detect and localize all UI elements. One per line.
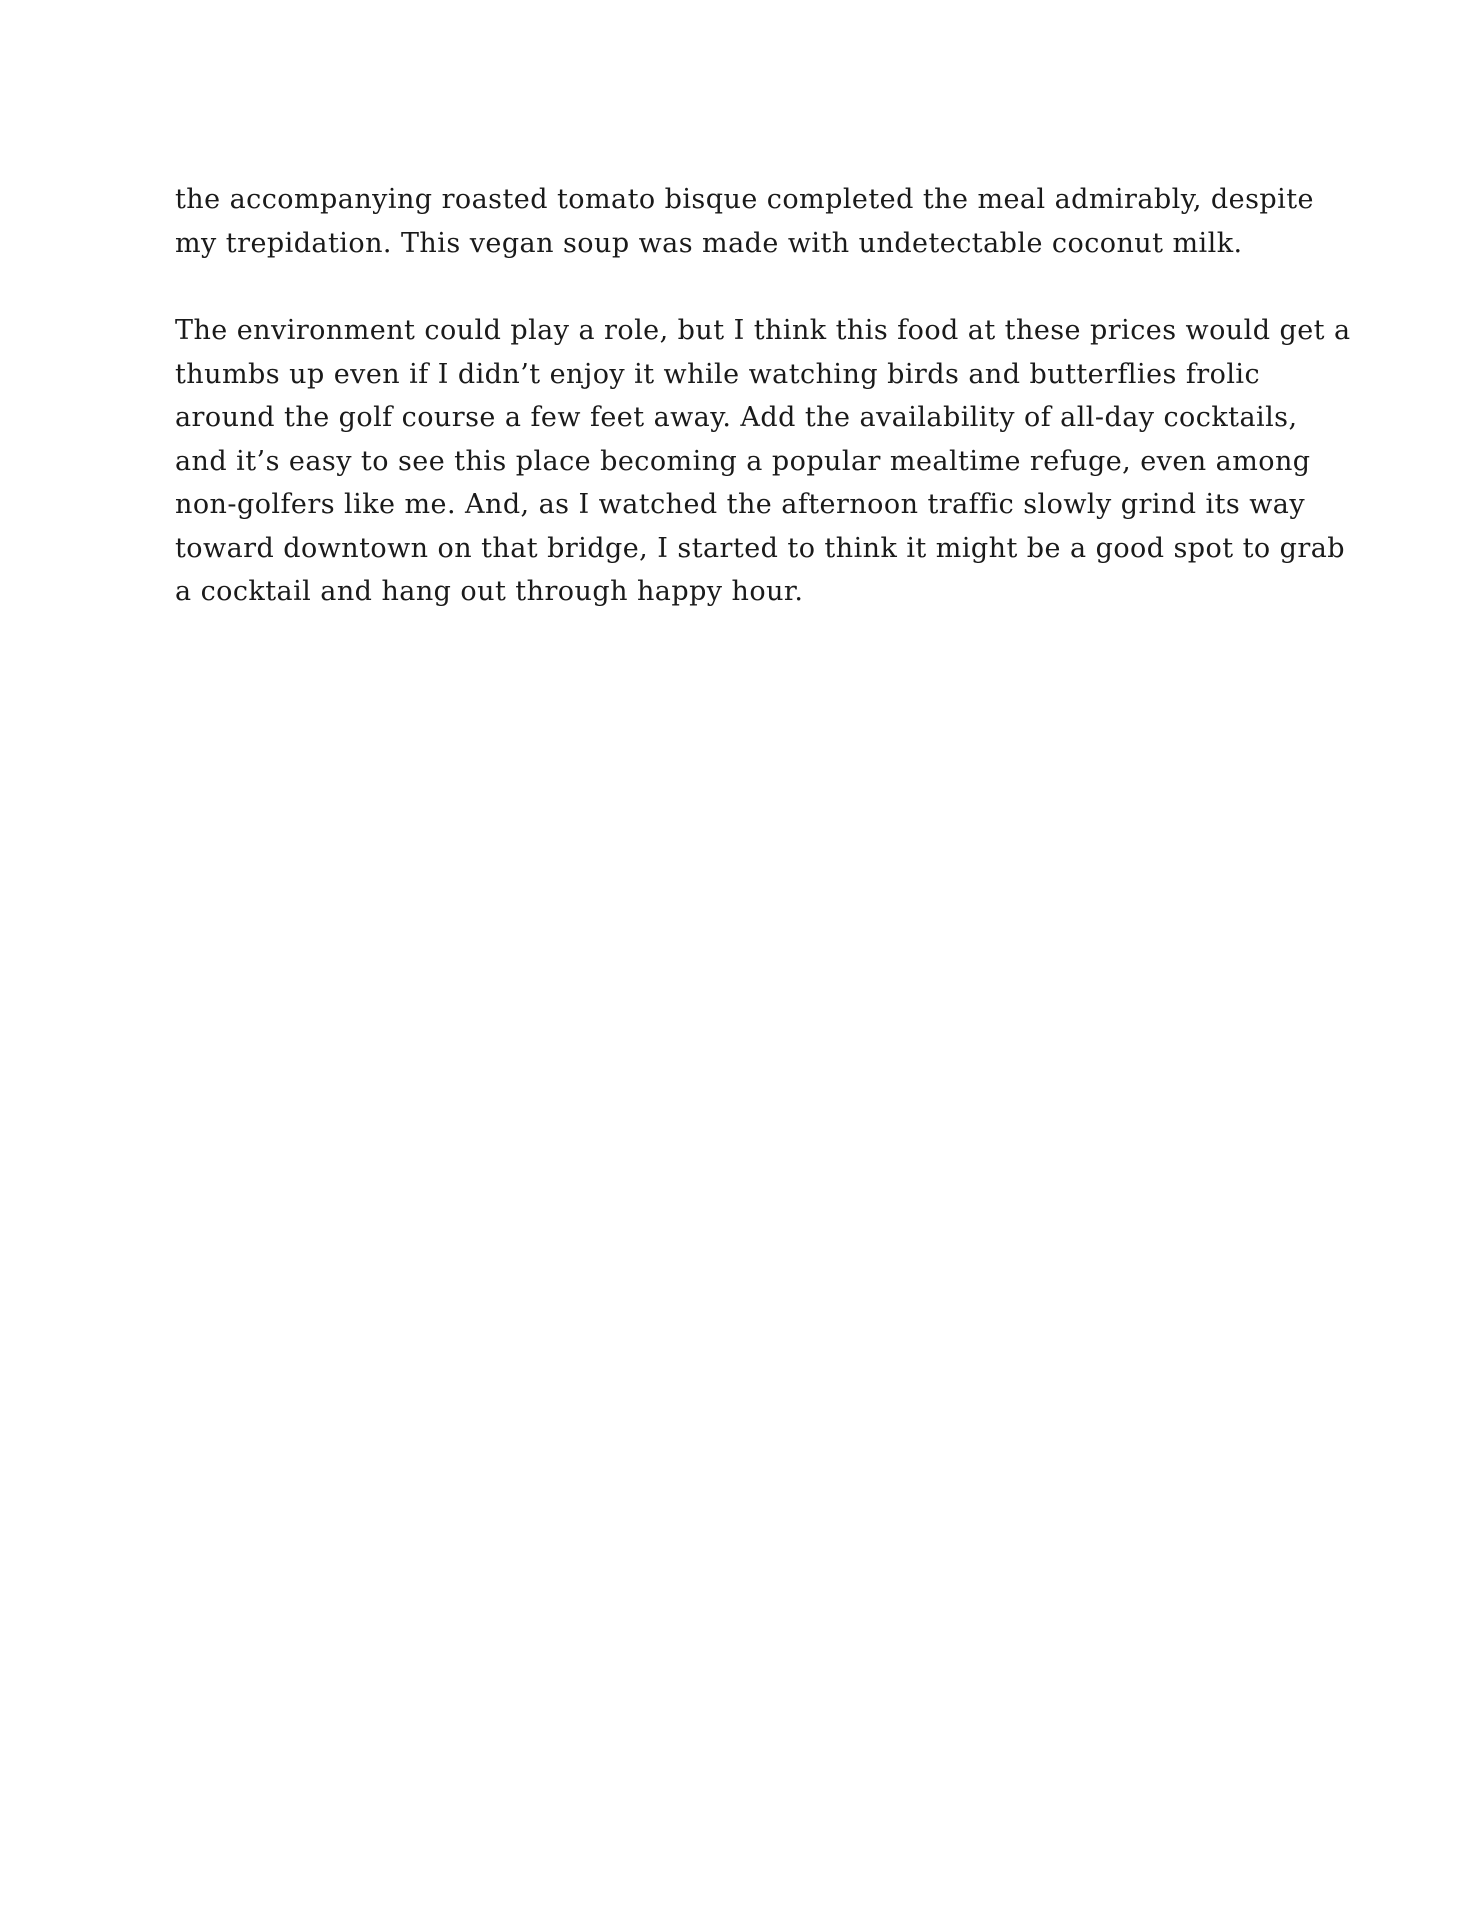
text-line: toward downtown on that bridge, I started to think it might be a good spot to grab [175, 532, 1345, 564]
text-line: around the golf course a few feet away. Add the availability of all-day cocktails, [175, 402, 1298, 433]
text-line: thumbs up even if I didn’t enjoy it while watching birds and butterflies frolic [175, 358, 1261, 390]
text-line: my trepidation. This vegan soup was made with undetectable coconut milk. [175, 227, 1243, 259]
paragraph-1 [175, 178, 1320, 265]
text-line: and it’s easy to see this place becoming a popular mealtime refuge, even among [175, 445, 1311, 477]
text-line: a cocktail and hang out through happy hour. [175, 576, 804, 607]
text-line: non-golfers like me. And, as I watched the afternoon traffic slowly grind its way [175, 489, 1306, 520]
paragraph-2 [175, 309, 1351, 614]
article-body [175, 178, 1351, 658]
text-line: the accompanying roasted tomato bisque completed the meal admirably, despite [175, 184, 1314, 215]
text-line: The environment could play a role, but I think this food at these prices would get a [175, 315, 1351, 346]
